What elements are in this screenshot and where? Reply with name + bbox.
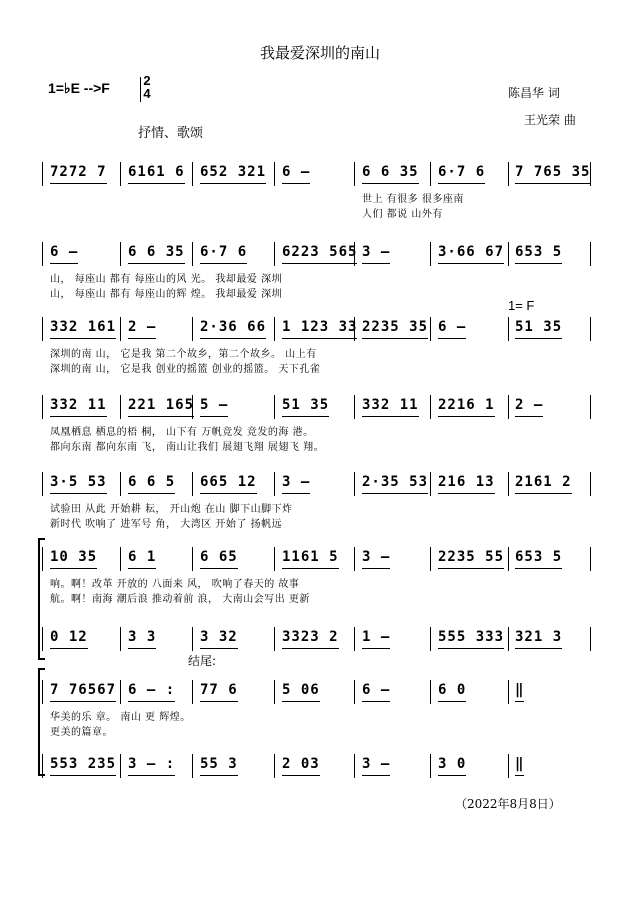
beam-underline	[438, 338, 466, 339]
beam-underline	[200, 493, 257, 494]
lyrics-verse-1: 华美的乐 章。 南山 更 辉煌。	[50, 712, 191, 723]
measure: 3 –	[362, 244, 390, 266]
bar-line	[274, 754, 275, 778]
meter-top: 2	[143, 73, 151, 88]
lyrics-verse-1: 试验田 从此 开始耕 耘， 开山炮 在山 脚下山脚下炸	[50, 504, 293, 515]
bar-line	[120, 242, 121, 266]
beam-underline	[515, 416, 543, 417]
lyrics-verse-2: 人们 都说 山外有	[362, 209, 443, 220]
beam-underline	[438, 183, 485, 184]
lyrics-verse-2: 深圳的南 山， 它是我 创业的摇篮 创业的摇篮。 天下孔雀	[50, 364, 321, 375]
measure: 665 12	[200, 474, 257, 496]
bar-line	[192, 162, 193, 186]
measure: 6 – :	[128, 682, 175, 704]
measure: 3 –	[362, 549, 390, 571]
measure: 55 3	[200, 756, 238, 778]
beam-underline	[128, 775, 175, 776]
bar-line	[508, 680, 509, 704]
measure: 653 5	[515, 549, 562, 571]
beam-underline	[515, 568, 562, 569]
measure: 51 35	[282, 397, 329, 419]
bar-line	[430, 162, 431, 186]
measure: 2 –	[128, 319, 156, 341]
bar-line	[120, 317, 121, 341]
bar-line	[42, 627, 43, 651]
measure: 2 03	[282, 756, 320, 778]
bar-line	[42, 547, 43, 571]
bar-line	[354, 754, 355, 778]
composer-credit: 王光荣 曲	[524, 113, 576, 127]
beam-underline	[282, 701, 320, 702]
bar-line	[590, 395, 591, 419]
measure: 1161 5	[282, 549, 339, 571]
measure: 553 235	[50, 756, 116, 778]
measure: 3 0	[438, 756, 466, 778]
measure: 77 6	[200, 682, 238, 704]
performance-style: 抒情、歌颂	[138, 126, 204, 141]
beam-underline	[515, 263, 562, 264]
score-line	[0, 315, 640, 375]
bar-line	[508, 317, 509, 341]
measure: 2161 2	[515, 474, 572, 496]
bar-line	[120, 162, 121, 186]
measure: 10 35	[50, 549, 97, 571]
bar-line	[508, 162, 509, 186]
beam-underline	[515, 701, 524, 702]
measure: 216 13	[438, 474, 495, 496]
beam-underline	[50, 263, 78, 264]
measure: 221 165	[128, 397, 194, 419]
bar-line	[430, 395, 431, 419]
beam-underline	[515, 648, 562, 649]
measure: 3 –	[282, 474, 310, 496]
bar-line	[192, 242, 193, 266]
bar-line	[354, 395, 355, 419]
measure: 3 3	[128, 629, 156, 651]
bar-line	[192, 754, 193, 778]
bar-line	[120, 754, 121, 778]
bar-line	[192, 680, 193, 704]
measure: 6 –	[362, 682, 390, 704]
score-line	[0, 752, 640, 812]
measure: 7272 7	[50, 164, 107, 186]
bar-line	[430, 627, 431, 651]
score-line	[0, 470, 640, 530]
bar-line	[508, 627, 509, 651]
bar-line	[120, 627, 121, 651]
measure: ‖	[515, 682, 524, 704]
measure: 1 123 33	[282, 319, 357, 341]
lyrics-verse-2: 更美的篇章。	[50, 727, 113, 738]
measure: 6 0	[438, 682, 466, 704]
beam-underline	[128, 701, 175, 702]
beam-underline	[200, 568, 238, 569]
beam-underline	[50, 648, 88, 649]
bar-line	[354, 547, 355, 571]
measure: 1 –	[362, 629, 390, 651]
measure: 6 65	[200, 549, 238, 571]
beam-underline	[50, 701, 116, 702]
bar-line	[274, 317, 275, 341]
beam-underline	[515, 338, 562, 339]
beam-underline	[128, 338, 156, 339]
measure: 2216 1	[438, 397, 495, 419]
bar-line	[508, 472, 509, 496]
bar-line	[354, 627, 355, 651]
bar-line	[508, 242, 509, 266]
bar-line	[590, 547, 591, 571]
measure: 2 –	[515, 397, 543, 419]
beam-underline	[362, 263, 390, 264]
beam-underline	[282, 416, 329, 417]
bar-line	[42, 472, 43, 496]
beam-underline	[362, 493, 428, 494]
beam-underline	[362, 183, 419, 184]
measure: 2·36 66	[200, 319, 266, 341]
beam-underline	[128, 263, 185, 264]
lyrics-verse-1: 山， 每座山 都有 每座山的风 光。 我却最爱 深圳	[50, 274, 283, 285]
measure: 653 5	[515, 244, 562, 266]
beam-underline	[282, 648, 339, 649]
beam-underline	[200, 416, 228, 417]
measure: 652 321	[200, 164, 266, 186]
measure: 6 6 5	[128, 474, 175, 496]
time-signature	[140, 74, 154, 100]
bar-line	[590, 317, 591, 341]
measure: 6223 565	[282, 244, 357, 266]
lyrics-verse-1: 深圳的南 山， 它是我 第二个故乡，第二个故乡。 山上有	[50, 349, 317, 360]
beam-underline	[128, 416, 194, 417]
bar-line	[120, 680, 121, 704]
bar-line	[274, 395, 275, 419]
measure: 5 –	[200, 397, 228, 419]
beam-underline	[282, 338, 357, 339]
measure: 6 –	[50, 244, 78, 266]
score-line	[0, 393, 640, 453]
bar-line	[192, 317, 193, 341]
bar-line	[42, 680, 43, 704]
beam-underline	[438, 416, 495, 417]
beam-underline	[438, 648, 504, 649]
beam-underline	[515, 493, 572, 494]
score-line	[0, 160, 640, 220]
measure: 6 6 35	[362, 164, 419, 186]
beam-underline	[362, 568, 390, 569]
beam-underline	[50, 183, 107, 184]
bar-line	[354, 472, 355, 496]
beam-underline	[50, 775, 116, 776]
measure: 3 –	[362, 756, 390, 778]
bar-line	[590, 627, 591, 651]
bar-line	[430, 472, 431, 496]
measure: 332 11	[50, 397, 107, 419]
beam-underline	[128, 568, 156, 569]
measure: 6·7 6	[438, 164, 485, 186]
measure: 3323 2	[282, 629, 339, 651]
measure: 2235 35	[362, 319, 428, 341]
beam-underline	[438, 568, 504, 569]
beam-underline	[515, 775, 524, 776]
lyrics-verse-1: 世上 有很多 很多座南	[362, 194, 464, 205]
lyrics-verse-1: 凤凰栖息 栖息的梧 桐， 山下有 万帆竞发 竞发的海 港。	[50, 427, 314, 438]
score-line	[0, 625, 640, 685]
measure: 2·35 53	[362, 474, 428, 496]
ending-label: 结尾:	[188, 654, 217, 668]
bar-line	[508, 395, 509, 419]
bar-line	[508, 547, 509, 571]
beam-underline	[515, 183, 590, 184]
beam-underline	[362, 701, 390, 702]
beam-underline	[362, 416, 419, 417]
bar-line	[192, 547, 193, 571]
bar-line	[192, 627, 193, 651]
beam-underline	[282, 568, 339, 569]
beam-underline	[438, 493, 495, 494]
beam-underline	[50, 416, 107, 417]
measure: 321 3	[515, 629, 562, 651]
measure: 6 6 35	[128, 244, 185, 266]
meter-divider	[140, 77, 141, 102]
measure: 7 765 35	[515, 164, 590, 186]
lyrics-verse-2: 航。啊！南海 潮后浪 推动着前 浪， 大南山会写出 更新	[50, 594, 310, 605]
bar-line	[274, 242, 275, 266]
beam-underline	[282, 775, 320, 776]
beam-underline	[200, 701, 238, 702]
measure: 3·66 67	[438, 244, 504, 266]
bar-line	[274, 680, 275, 704]
bar-line	[192, 472, 193, 496]
song-title: 我最爱深圳的南山	[259, 44, 380, 62]
lyrics-verse-2: 山， 每座山 都有 每座山的辉 煌。 我却最爱 深圳	[50, 289, 283, 300]
measure: 555 333	[438, 629, 504, 651]
bar-line	[508, 754, 509, 778]
score-line	[0, 240, 640, 300]
beam-underline	[128, 648, 156, 649]
measure: 332 11	[362, 397, 419, 419]
key-signature: 1=♭E -->F	[48, 80, 110, 96]
bar-line	[430, 754, 431, 778]
beam-underline	[50, 568, 97, 569]
beam-underline	[200, 775, 238, 776]
measure: 6 –	[282, 164, 310, 186]
bar-line	[120, 472, 121, 496]
bar-line	[274, 472, 275, 496]
measure: 6 1	[128, 549, 156, 571]
key-change: 1= F	[508, 298, 535, 313]
bar-line	[42, 754, 43, 778]
bar-line	[42, 242, 43, 266]
bar-line	[590, 242, 591, 266]
beam-underline	[200, 648, 238, 649]
lyrics-verse-2: 新时代 吹响了 进军号 角， 大湾区 开始了 扬帆远	[50, 519, 283, 530]
bar-line	[120, 395, 121, 419]
beam-underline	[438, 775, 466, 776]
beam-underline	[282, 263, 357, 264]
beam-underline	[50, 338, 116, 339]
bar-line	[590, 472, 591, 496]
beam-underline	[438, 263, 504, 264]
bar-line	[274, 162, 275, 186]
measure: 6 –	[438, 319, 466, 341]
measure: 5 06	[282, 682, 320, 704]
measure: 0 12	[50, 629, 88, 651]
bar-line	[430, 547, 431, 571]
composition-date: （2022年8月8日）	[455, 797, 561, 811]
lyrics-verse-2: 都向东南 都向东南 飞， 南山让我们 展翅飞翔 展翅飞 翔。	[50, 442, 325, 453]
measure: 6161 6	[128, 164, 185, 186]
bar-line	[354, 162, 355, 186]
beam-underline	[200, 263, 247, 264]
lyrics-verse-1: 响。啊！改革 开放的 八面来 风， 吹响了春天的 故事	[50, 579, 300, 590]
beam-underline	[362, 338, 428, 339]
bar-line	[430, 317, 431, 341]
bar-line	[430, 242, 431, 266]
measure: 51 35	[515, 319, 562, 341]
bar-line	[42, 317, 43, 341]
measure: 2235 55	[438, 549, 504, 571]
bar-line	[274, 547, 275, 571]
bar-line	[430, 680, 431, 704]
beam-underline	[362, 648, 390, 649]
measure: 3 – :	[128, 756, 175, 778]
beam-underline	[128, 183, 185, 184]
bar-line	[120, 547, 121, 571]
lyricist-credit: 陈昌华 词	[508, 86, 560, 100]
beam-underline	[438, 701, 466, 702]
measure: 7 76567	[50, 682, 116, 704]
measure: 6·7 6	[200, 244, 247, 266]
bar-line	[274, 627, 275, 651]
beam-underline	[200, 338, 266, 339]
measure: ‖	[515, 756, 524, 778]
meter-bottom: 4	[143, 86, 151, 101]
beam-underline	[128, 493, 175, 494]
bar-line	[354, 680, 355, 704]
bar-line	[42, 395, 43, 419]
beam-underline	[50, 493, 107, 494]
measure: 3·5 53	[50, 474, 107, 496]
beam-underline	[282, 493, 310, 494]
measure: 332 161	[50, 319, 116, 341]
bar-line	[42, 162, 43, 186]
measure: 3 32	[200, 629, 238, 651]
score-line	[0, 678, 640, 738]
score-line	[0, 545, 640, 605]
beam-underline	[200, 183, 266, 184]
beam-underline	[282, 183, 310, 184]
beam-underline	[362, 775, 390, 776]
